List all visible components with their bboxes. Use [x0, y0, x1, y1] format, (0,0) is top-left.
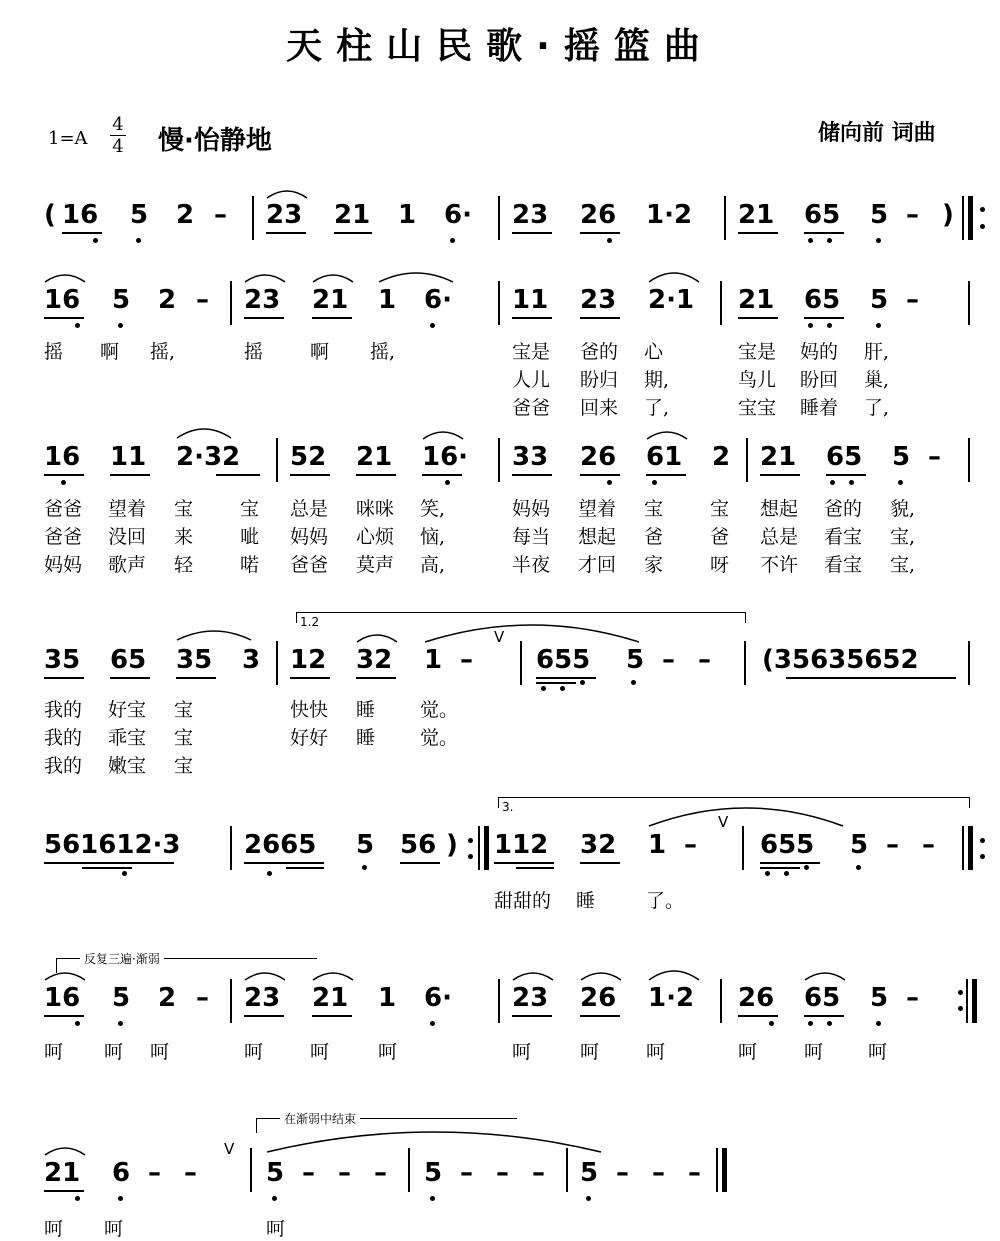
note: 1·2: [646, 200, 693, 230]
note: –: [698, 645, 711, 675]
note: 16·: [422, 442, 469, 472]
note: 11: [110, 442, 147, 472]
note: –: [196, 285, 209, 315]
note: –: [886, 830, 899, 860]
lyric: 了,: [644, 397, 670, 419]
lyric: 看宝: [824, 554, 863, 576]
lyric: 呵: [44, 1218, 64, 1240]
score-row-3: [0, 645, 1000, 695]
note: 655: [536, 645, 591, 675]
note: 5: [850, 830, 869, 860]
note: 35: [44, 645, 81, 675]
lyric-line-6-1: [0, 1214, 1000, 1240]
note: 32: [580, 830, 617, 860]
note: 5: [266, 1158, 285, 1188]
note: 1·2: [648, 983, 695, 1013]
lyric: 呵: [150, 1041, 170, 1063]
lyric: 呵: [104, 1041, 124, 1063]
lyric: 呲: [240, 526, 260, 548]
lyric-line-2-2: [0, 522, 1000, 548]
lyric: 心: [644, 341, 664, 363]
lyric: 呵: [580, 1041, 600, 1063]
composer-credit: 储向前 词曲: [818, 121, 936, 146]
lyric: 恼,: [420, 526, 446, 548]
lyric: 呵: [104, 1218, 124, 1240]
score-row-1: [0, 285, 1000, 335]
note: 56: [400, 830, 437, 860]
lyric: 总是: [760, 526, 799, 548]
note: 65: [804, 200, 841, 230]
lyric: 摇,: [370, 341, 396, 363]
lyric: 呵: [646, 1041, 666, 1063]
lyric: 每当: [512, 526, 551, 548]
note: (: [44, 200, 56, 230]
note: 1: [398, 200, 417, 230]
note: 26: [580, 983, 617, 1013]
note: 3: [242, 645, 261, 675]
note: 16: [44, 442, 81, 472]
lyric: 总是: [290, 498, 329, 520]
note: 5: [130, 200, 149, 230]
lyric: 嫩宝: [108, 755, 147, 777]
lyric: 宝: [174, 498, 194, 520]
lyric: 妈妈: [290, 526, 329, 548]
note: 1: [648, 830, 667, 860]
note: 5: [424, 1158, 443, 1188]
note: 1: [424, 645, 443, 675]
lyric: 我的: [44, 699, 83, 721]
note: 5: [356, 830, 375, 860]
lyric: 呀: [710, 554, 730, 576]
breath-mark: V: [494, 628, 505, 646]
lyric: 呵: [868, 1041, 888, 1063]
note: –: [302, 1158, 315, 1188]
lyric-line-3-1: [0, 695, 1000, 721]
note: 2: [158, 983, 177, 1013]
lyric: 爸爸: [512, 397, 551, 419]
time-signature-top: 4: [112, 114, 124, 135]
note: –: [922, 830, 935, 860]
note: 1: [378, 285, 397, 315]
note: 5: [580, 1158, 599, 1188]
note: 1: [378, 983, 397, 1013]
lyric-line-1-3: [0, 393, 1000, 419]
note: 5: [870, 983, 889, 1013]
note: 16: [44, 983, 81, 1013]
lyric: 乖宝: [108, 727, 147, 749]
note: –: [906, 285, 919, 315]
breath-mark-3: V: [224, 1140, 235, 1158]
lyric: 爸的: [580, 341, 619, 363]
lyric: 盼归: [580, 369, 619, 391]
note: 21: [738, 200, 775, 230]
lyric: 歌声: [108, 554, 147, 576]
lyric: 宝: [174, 755, 194, 777]
note: 561612·3: [44, 830, 181, 860]
note: 21: [312, 285, 349, 315]
note: –: [148, 1158, 161, 1188]
lyric: 巢,: [864, 369, 890, 391]
lyric: 看宝: [824, 526, 863, 548]
lyric: 肝,: [864, 341, 890, 363]
lyric: 咪咪: [356, 498, 395, 520]
lyric: 摇: [44, 341, 64, 363]
lyric-line-3-2: [0, 723, 1000, 749]
lyric: 睡: [356, 727, 376, 749]
time-signature: [108, 114, 128, 157]
lyric: 宝: [644, 498, 664, 520]
lyric: 宝,: [890, 554, 916, 576]
lyric: 爸的: [824, 498, 863, 520]
note: 65: [826, 442, 863, 472]
lyric: 宝宝: [738, 397, 777, 419]
lyric: 回来: [580, 397, 619, 419]
note: 5: [112, 983, 131, 1013]
score-row-0: [0, 200, 1000, 250]
note: 16: [44, 285, 81, 315]
lyric: 宝,: [890, 526, 916, 548]
note: 23: [580, 285, 617, 315]
lyric: 望着: [578, 498, 617, 520]
lyric: 啊: [100, 341, 120, 363]
lyric: 爸: [710, 526, 730, 548]
note: 5: [892, 442, 911, 472]
note: ): [446, 830, 458, 860]
note: 5: [870, 200, 889, 230]
volta-1-2-label: 1.2: [300, 615, 320, 629]
note: 5: [626, 645, 645, 675]
note: –: [214, 200, 227, 230]
note: 655: [760, 830, 815, 860]
breath-mark-2: V: [718, 813, 729, 831]
lyric: 呵: [266, 1218, 286, 1240]
lyric: 妈的: [800, 341, 839, 363]
note: 5: [870, 285, 889, 315]
lyric-line-2-3: [0, 550, 1000, 576]
note: 5: [112, 285, 131, 315]
note: –: [374, 1158, 387, 1188]
lyric: 摇: [244, 341, 264, 363]
lyric: 呵: [804, 1041, 824, 1063]
key-signature: 1=A: [48, 128, 88, 149]
lyric: 呵: [512, 1041, 532, 1063]
lyric-line-1-2: [0, 365, 1000, 391]
note: 23: [512, 983, 549, 1013]
lyric: 呵: [378, 1041, 398, 1063]
note: –: [928, 442, 941, 472]
lyric: 鸟儿: [738, 369, 777, 391]
note: –: [616, 1158, 629, 1188]
lyric: 才回: [578, 554, 617, 576]
note: ): [942, 200, 954, 230]
note: 12: [290, 645, 327, 675]
lyric: 喏: [240, 554, 260, 576]
lyric: 想起: [578, 526, 617, 548]
lyric: 半夜: [512, 554, 551, 576]
lyric: 睡: [356, 699, 376, 721]
note: 2·1: [648, 285, 695, 315]
lyric: 觉。: [420, 727, 459, 749]
note: –: [688, 1158, 701, 1188]
note: 112: [494, 830, 549, 860]
lyric: 莫声: [356, 554, 395, 576]
note: 6: [112, 1158, 131, 1188]
lyric: 甜甜的: [494, 890, 552, 912]
lyric: 没回: [108, 526, 147, 548]
lyric: 爸爸: [290, 554, 329, 576]
note: 2·32: [176, 442, 241, 472]
note: –: [460, 1158, 473, 1188]
time-signature-bottom: 4: [112, 136, 124, 157]
lyric-line-5-1: [0, 1037, 1000, 1063]
lyric: 了。: [646, 890, 685, 912]
note: 6·: [424, 983, 452, 1013]
lyric: 妈妈: [512, 498, 551, 520]
lyric: 宝: [240, 498, 260, 520]
note: 21: [334, 200, 371, 230]
note: 11: [512, 285, 549, 315]
lyric-line-3-3: [0, 751, 1000, 777]
lyric: 不许: [760, 554, 799, 576]
lyric: 快快: [290, 699, 329, 721]
note: 52: [290, 442, 327, 472]
lyric: 我的: [44, 755, 83, 777]
repeat-annotation: 反复三遍·渐弱: [80, 950, 164, 967]
note: –: [196, 983, 209, 1013]
lyric: 高,: [420, 554, 446, 576]
lyric: 啊: [310, 341, 330, 363]
lyric: 呵: [738, 1041, 758, 1063]
lyric: 宝: [710, 498, 730, 520]
note: 26: [738, 983, 775, 1013]
lyric: 睡着: [800, 397, 839, 419]
score-row-6: [0, 1158, 1000, 1208]
lyric: 呵: [44, 1041, 64, 1063]
note: 65: [110, 645, 147, 675]
lyric: 觉。: [420, 699, 459, 721]
note: 23: [244, 983, 281, 1013]
note: 35: [176, 645, 213, 675]
lyric: 人儿: [512, 369, 551, 391]
note: –: [460, 645, 473, 675]
note: 23: [266, 200, 303, 230]
note: 23: [512, 200, 549, 230]
lyric: 想起: [760, 498, 799, 520]
note: 21: [760, 442, 797, 472]
note: 2: [712, 442, 731, 472]
note: 61: [646, 442, 683, 472]
lyric: 呵: [244, 1041, 264, 1063]
lyric: 貌,: [890, 498, 916, 520]
note: 26: [580, 200, 617, 230]
note: 21: [312, 983, 349, 1013]
note: 65: [804, 983, 841, 1013]
score-row-4: [0, 830, 1000, 880]
tempo-marking: 慢·怡静地: [158, 126, 272, 156]
lyric: 心烦: [356, 526, 395, 548]
lyric: 呵: [310, 1041, 330, 1063]
note: 21: [738, 285, 775, 315]
ending-annotation: 在渐弱中结束: [280, 1110, 360, 1127]
lyric-line-4-1: [0, 886, 1000, 912]
note: –: [496, 1158, 509, 1188]
note: –: [532, 1158, 545, 1188]
lyric: 期,: [644, 369, 670, 391]
note: –: [338, 1158, 351, 1188]
note: 33: [512, 442, 549, 472]
note: 6·: [424, 285, 452, 315]
note: 16: [62, 200, 99, 230]
song-title: 天柱山民歌·摇篮曲: [286, 26, 714, 67]
lyric-line-2-1: [0, 494, 1000, 520]
lyric: 望着: [108, 498, 147, 520]
lyric: 好宝: [108, 699, 147, 721]
note: 21: [356, 442, 393, 472]
note: 65: [804, 285, 841, 315]
lyric: 我的: [44, 727, 83, 749]
lyric: 了,: [864, 397, 890, 419]
score-row-5: [0, 983, 1000, 1033]
note: –: [684, 830, 697, 860]
lyric: 笑,: [420, 498, 446, 520]
lyric: 爸: [644, 526, 664, 548]
lyric: 宝是: [512, 341, 551, 363]
lyric: 摇,: [150, 341, 176, 363]
lyric: 爸爸: [44, 526, 83, 548]
note: –: [652, 1158, 665, 1188]
note: 6·: [444, 200, 472, 230]
lyric: 宝是: [738, 341, 777, 363]
lyric: 来: [174, 526, 194, 548]
lyric-line-1-1: [0, 337, 1000, 363]
lyric: 轻: [174, 554, 194, 576]
lyric: 家: [644, 554, 664, 576]
lyric: 宝: [174, 699, 194, 721]
lyric: 好好: [290, 727, 329, 749]
note: –: [906, 200, 919, 230]
note: 32: [356, 645, 393, 675]
note: 2: [158, 285, 177, 315]
lyric: 爸爸: [44, 498, 83, 520]
lyric: 妈妈: [44, 554, 83, 576]
note: –: [906, 983, 919, 1013]
volta-3-label: 3.: [502, 800, 514, 814]
lyric: 宝: [174, 727, 194, 749]
note: 21: [44, 1158, 81, 1188]
note: 26: [580, 442, 617, 472]
note: 2: [176, 200, 195, 230]
note: –: [662, 645, 675, 675]
lyric: 盼回: [800, 369, 839, 391]
note: 2665: [244, 830, 317, 860]
note: –: [184, 1158, 197, 1188]
note: 23: [244, 285, 281, 315]
lyric: 睡: [576, 890, 596, 912]
note: (35635652: [762, 645, 919, 675]
